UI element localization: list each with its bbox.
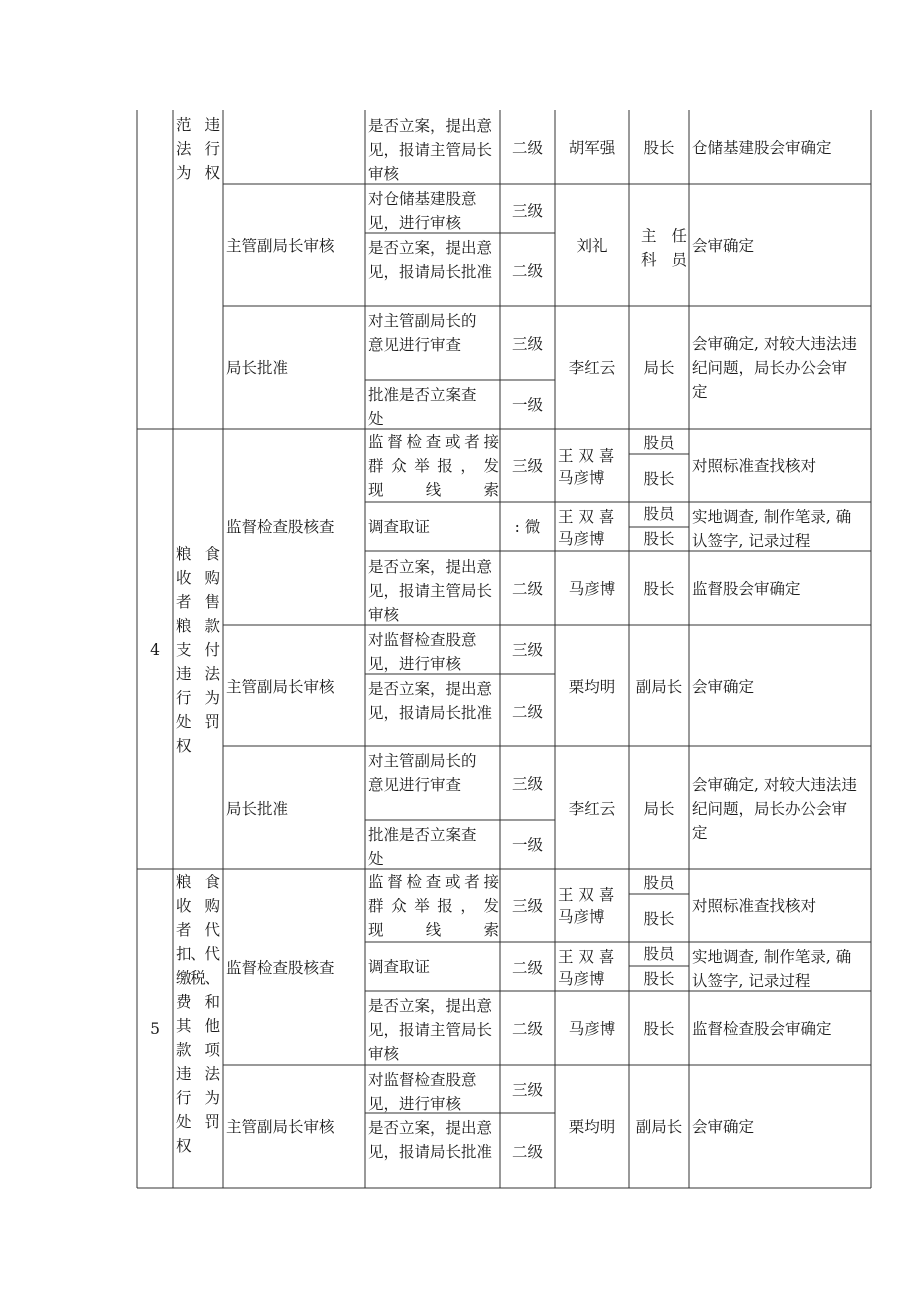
method-text: 仓储基建股会审确定	[692, 139, 832, 157]
step-detail-line-1: 对仓储基建股意	[368, 190, 477, 208]
category-label-line-11: 处罚	[176, 1113, 220, 1131]
category-label-line-3: 者 售	[176, 593, 220, 611]
job-title: 副局长	[635, 678, 683, 696]
category-label-line-8: 款 项	[176, 1041, 220, 1059]
table-text	[150, 116, 857, 1161]
method-text-line-2: 认签字, 记录过程	[692, 972, 811, 990]
job-title: 股长	[643, 530, 675, 548]
level-label: 二级	[511, 1020, 544, 1038]
method-text-line-1: 会审确定, 对较大违法违	[692, 335, 857, 353]
person-name-line-2: 马彦博	[558, 908, 605, 926]
category-label-line-4: 扣、代	[176, 945, 220, 963]
stage-name: 监督检查股核查	[226, 518, 335, 536]
method-text: 监督检查股会审确定	[692, 1020, 832, 1038]
level-label: 二级	[511, 262, 544, 280]
level-label: 三级	[511, 897, 544, 915]
job-title: 股长	[643, 470, 675, 488]
level-label: 二级	[511, 139, 544, 157]
step-detail-line-1: 批准是否立案查	[368, 826, 477, 844]
person-name-line-2: 马彦博	[558, 469, 605, 487]
category-label-line-5: 支 付	[176, 641, 220, 659]
person-name: 胡军强	[568, 139, 616, 157]
step-detail-line-1: 是否立案，提出意	[368, 239, 493, 257]
person-name: 刘礼	[576, 237, 608, 255]
category-label-line-7: 行 为	[176, 689, 220, 707]
job-title: 股员	[643, 945, 675, 963]
person-name: 李红云	[568, 800, 616, 818]
level-label: 三级	[511, 335, 544, 353]
job-title: 局长	[643, 359, 675, 377]
category-label-line-6: 违 法	[176, 665, 220, 683]
step-detail-line-1: 对主管副局长的	[368, 312, 477, 330]
step-detail: 调查取证	[368, 518, 431, 536]
method-text: 会审确定	[692, 1118, 755, 1136]
step-detail-line-2: 见，进行审核	[368, 1095, 462, 1113]
method-text: 对照标准查找核对	[692, 897, 817, 915]
step-detail-line-3: 审核	[368, 1045, 400, 1063]
method-text: 会审确定	[692, 237, 755, 255]
job-title: 股长	[643, 1020, 675, 1038]
stage-name: 主管副局长审核	[226, 237, 335, 255]
category-label-line-10: 行 为	[176, 1089, 220, 1107]
stage-name: 监督检查股核查	[226, 959, 335, 977]
method-text: 对照标准查找核对	[692, 457, 817, 475]
step-detail-line-1: 批准是否立案查	[368, 386, 477, 404]
category-label-line-3: 为权	[176, 164, 220, 182]
person-name-line-2: 马彦博	[558, 530, 605, 548]
level-label: 一级	[511, 836, 544, 854]
step-detail-line-2: 意见进行审查	[368, 336, 462, 354]
stage-name: 局长批准	[226, 800, 289, 818]
job-title: 股长	[643, 910, 675, 928]
method-text-line-1: 实地调查, 制作笔录, 确	[692, 508, 852, 526]
level-label: 三级	[511, 457, 544, 475]
method-text: 监督股会审确定	[692, 580, 801, 598]
category-label-line-5: 缴税、	[176, 969, 220, 987]
category-label-line-1: 粮 食	[176, 545, 220, 563]
category-label-line-8: 处 罚	[176, 713, 220, 731]
category-label-line-4: 粮 款	[176, 617, 220, 635]
method-text-line-1: 实地调查, 制作笔录, 确	[692, 948, 852, 966]
job-title: 副局长	[635, 1118, 683, 1136]
method-text-line-3: 定	[692, 824, 708, 842]
job-title: 局长	[643, 800, 675, 818]
level-label: 三级	[511, 775, 544, 793]
level-label: : 微	[514, 518, 541, 536]
step-detail-line-3: 审核	[368, 165, 400, 183]
step-detail-line-2: 见，报请局长批准	[368, 1143, 493, 1161]
job-title-line-1: 主 任	[641, 227, 687, 245]
step-detail-line-1: 是否立案，提出意	[368, 680, 493, 698]
row-number: 4	[150, 641, 160, 659]
stage-name: 主管副局长审核	[226, 1118, 335, 1136]
step-detail-line-1: 是否立案，提出意	[368, 1119, 493, 1137]
step-detail-line-1: 是否立案，提出意	[368, 997, 493, 1015]
job-title: 股员	[643, 874, 675, 892]
step-detail-line-2: 处	[368, 850, 384, 868]
step-detail-line-1: 对监督检查股意	[368, 631, 477, 649]
step-detail-line-2: 见，报请局长批准	[368, 704, 493, 722]
person-name-line-1: 王 双 喜	[558, 886, 615, 904]
step-detail-line-2: 处	[368, 410, 384, 428]
step-detail-line-1: 对监督检查股意	[368, 1071, 477, 1089]
step-detail-line-1: 监督检查或者接	[368, 433, 499, 451]
person-name: 李红云	[568, 359, 616, 377]
step-detail-line-1: 是否立案，提出意	[368, 117, 493, 135]
step-detail: 调查取证	[368, 958, 431, 976]
category-label-line-6: 费 和	[176, 993, 220, 1011]
step-detail-line-1: 监督检查或者接	[368, 873, 499, 891]
step-detail-line-2: 群众举报，发	[368, 457, 499, 475]
job-title: 股长	[643, 580, 675, 598]
person-name-line-1: 王 双 喜	[558, 447, 615, 465]
step-detail-line-1: 是否立案，提出意	[368, 558, 493, 576]
level-label: 三级	[511, 641, 544, 659]
category-label-line-1: 粮 食	[176, 873, 220, 891]
level-label: 二级	[511, 1143, 544, 1161]
category-label-line-3: 者 代	[176, 921, 220, 939]
step-detail-line-3: 现线索	[368, 921, 499, 939]
stage-name: 局长批准	[226, 359, 289, 377]
category-label-line-2: 收 购	[176, 897, 220, 915]
method-text-line-2: 认签字, 记录过程	[692, 532, 811, 550]
category-label-line-12: 权	[176, 1137, 192, 1155]
category-label-line-9: 权	[176, 737, 192, 755]
category-label-line-7: 其 他	[176, 1017, 220, 1035]
stage-name: 主管副局长审核	[226, 678, 335, 696]
step-detail-line-3: 审核	[368, 606, 400, 624]
step-detail-line-2: 见，进行审核	[368, 655, 462, 673]
step-detail-line-2: 见，报请主管局长	[368, 141, 493, 159]
person-name-line-1: 王 双 喜	[558, 948, 615, 966]
job-title: 股长	[643, 139, 675, 157]
person-name: 栗均明	[568, 1118, 616, 1136]
row-number: 5	[150, 1020, 160, 1038]
category-label-line-9: 违 法	[176, 1065, 220, 1083]
step-detail-line-2: 见，进行审核	[368, 214, 462, 232]
step-detail-line-2: 意见进行审查	[368, 776, 462, 794]
level-label: 二级	[511, 580, 544, 598]
person-name: 栗均明	[568, 678, 616, 696]
method-text: 会审确定	[692, 678, 755, 696]
job-title-line-2: 科员	[641, 251, 687, 269]
step-detail-line-2: 见，报请主管局长	[368, 582, 493, 600]
category-label-line-2: 收 购	[176, 569, 220, 587]
step-detail-line-2: 见，报请局长批准	[368, 263, 493, 281]
step-detail-line-1: 对主管副局长的	[368, 752, 477, 770]
step-detail-line-2: 见，报请主管局长	[368, 1021, 493, 1039]
person-name-line-2: 马彦博	[558, 970, 605, 988]
person-name: 马彦博	[568, 1020, 616, 1038]
person-name: 马彦博	[568, 580, 616, 598]
method-text-line-1: 会审确定, 对较大违法违	[692, 776, 857, 794]
job-title: 股员	[643, 434, 675, 452]
category-label-line-1: 范 违	[176, 116, 220, 134]
person-name-line-1: 王 双 喜	[558, 508, 615, 526]
category-label-line-2: 法 行	[176, 140, 220, 158]
method-text-line-2: 纪问题，局长办公会审	[692, 359, 848, 377]
job-title: 股长	[643, 970, 675, 988]
level-label: 二级	[511, 959, 544, 977]
method-text-line-2: 纪问题，局长办公会审	[692, 800, 848, 818]
level-label: 二级	[511, 703, 544, 721]
level-label: 三级	[511, 202, 544, 220]
level-label: 三级	[511, 1081, 544, 1099]
job-title: 股员	[643, 505, 675, 523]
step-detail-line-3: 现线索	[368, 481, 499, 499]
step-detail-line-2: 群众举报，发	[368, 897, 499, 915]
method-text-line-3: 定	[692, 383, 708, 401]
level-label: 一级	[511, 396, 544, 414]
